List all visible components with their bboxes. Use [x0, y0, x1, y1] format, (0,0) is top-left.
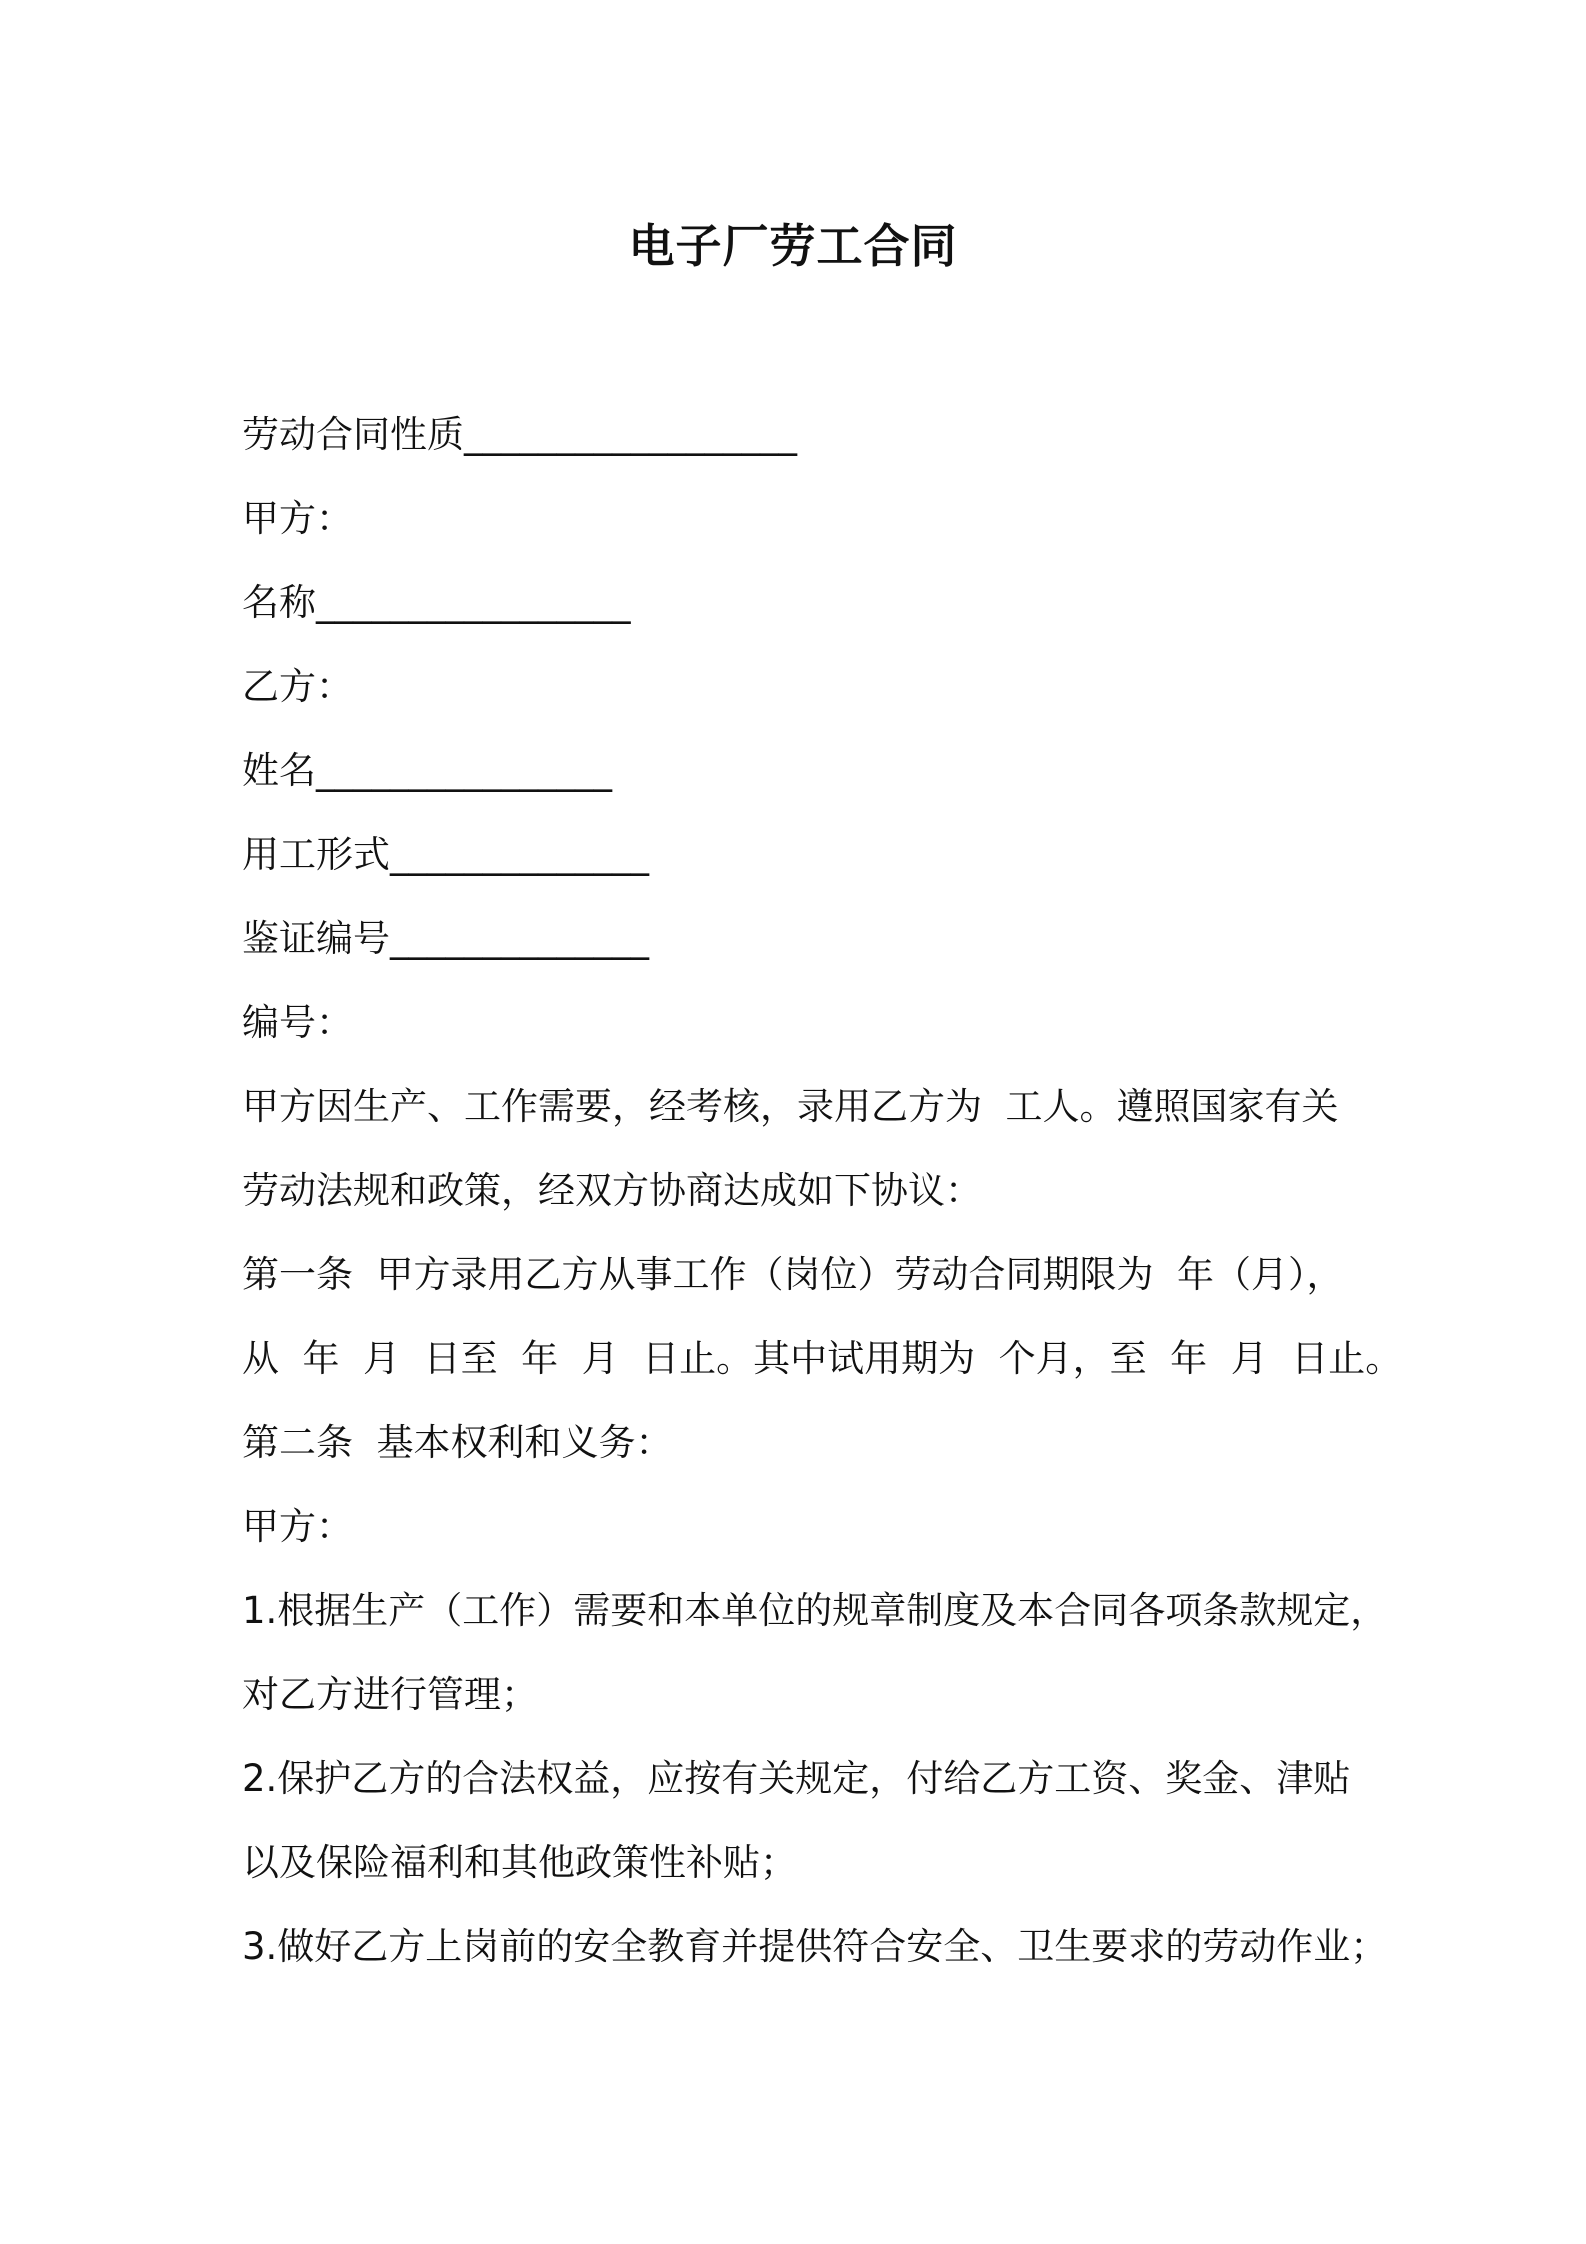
contract-nature-field: 劳动合同性质__________________	[242, 413, 797, 456]
clause-line: 以及保险福利和其他政策性补贴；	[242, 1841, 797, 1884]
certification-number-field: 鉴证编号______________	[242, 917, 649, 960]
party-a-heading: 甲方：	[242, 497, 353, 540]
person-name-field: 姓名________________	[242, 749, 612, 792]
clause-line: 对乙方进行管理；	[242, 1673, 538, 1716]
paragraph-line: 劳动法规和政策，经双方协商达成如下协议：	[242, 1169, 982, 1212]
number-label: 编号：	[242, 1001, 353, 1044]
article-two-heading: 第二条 基本权利和义务：	[242, 1421, 673, 1464]
article-one-line: 第一条 甲方录用乙方从事工作（岗位）劳动合同期限为 年（月），	[242, 1253, 1344, 1296]
employment-form-field: 用工形式______________	[242, 833, 649, 876]
party-b-heading: 乙方：	[242, 665, 353, 708]
paragraph-line: 甲方因生产、工作需要，经考核，录用乙方为 工人。遵照国家有关	[242, 1085, 1339, 1128]
name-field: 名称_________________	[242, 581, 631, 624]
clause-line: 1.根据生产（工作）需要和本单位的规章制度及本合同各项条款规定，	[242, 1589, 1388, 1632]
clause-line: 2.保护乙方的合法权益，应按有关规定，付给乙方工资、奖金、津贴	[242, 1757, 1351, 1800]
clause-line: 3.做好乙方上岗前的安全教育并提供符合安全、卫生要求的劳动作业；	[242, 1925, 1388, 1968]
party-a-subheading: 甲方：	[242, 1505, 353, 1548]
document-title: 电子厂劳工合同	[628, 219, 958, 273]
article-one-line: 从 年 月 日至 年 月 日止。其中试用期为 个月，至 年 月 日止。	[242, 1337, 1403, 1380]
